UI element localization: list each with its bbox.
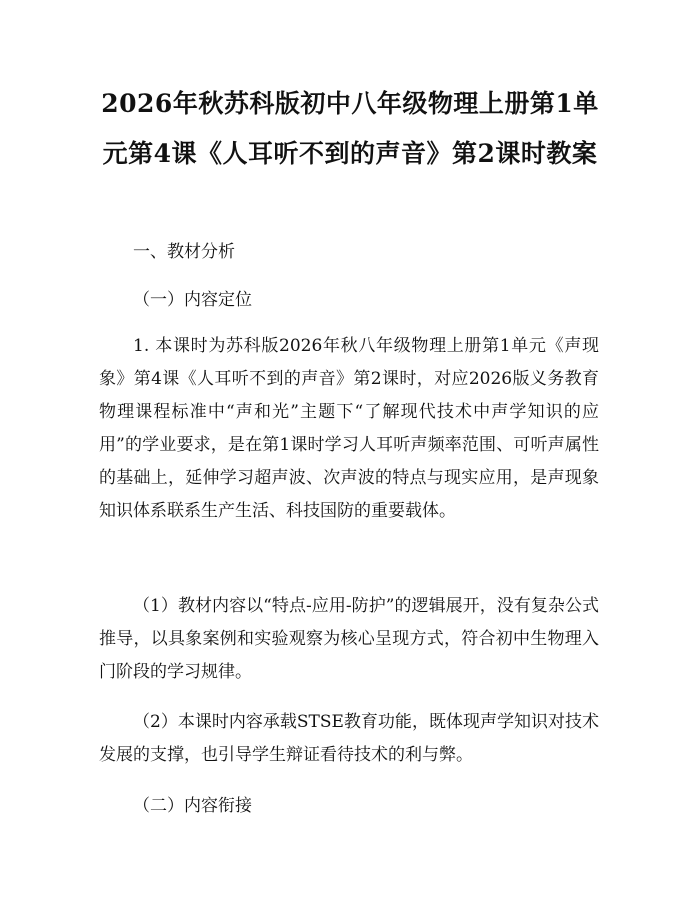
subsection-heading-content-positioning: （一）内容定位 (133, 290, 252, 310)
body-paragraph-2: （1）教材内容以“特点-应用-防护”的逻辑展开，没有复杂公式推导，以具象案例和实验观察为核心呈现方式，符合初中生物理入门阶段的学习规律。 (99, 596, 599, 682)
document-title: 2026年秋苏科版初中八年级物理上册第1单元第4课《人耳听不到的声音》第2课时教案 (101, 89, 599, 168)
section-heading-textbook-analysis: 一、教材分析 (133, 242, 235, 262)
subsection-heading-content-connection: （二）内容衔接 (133, 796, 252, 816)
body-paragraph-3: （2）本课时内容承载STSE教育功能，既体现声学知识对技术发展的支撑，也引导学生辩证看待技术的利与弊。 (99, 712, 599, 765)
body-paragraph-1: 1. 本课时为苏科版2026年秋八年级物理上册第1单元《声现象》第4课《人耳听不到的声音》第2课时，对应2026版义务教育物理课程标准中“声和光”主题下“了解现代技术中声学知识的应用”的学业要求，是在第1课时学习人耳听声频率范围、可听声属性的基础上，延伸学习超声波、次声波的特点与现实应用，是声现象知识体系联系生产生活、科技国防的重要载体。 (99, 336, 599, 521)
